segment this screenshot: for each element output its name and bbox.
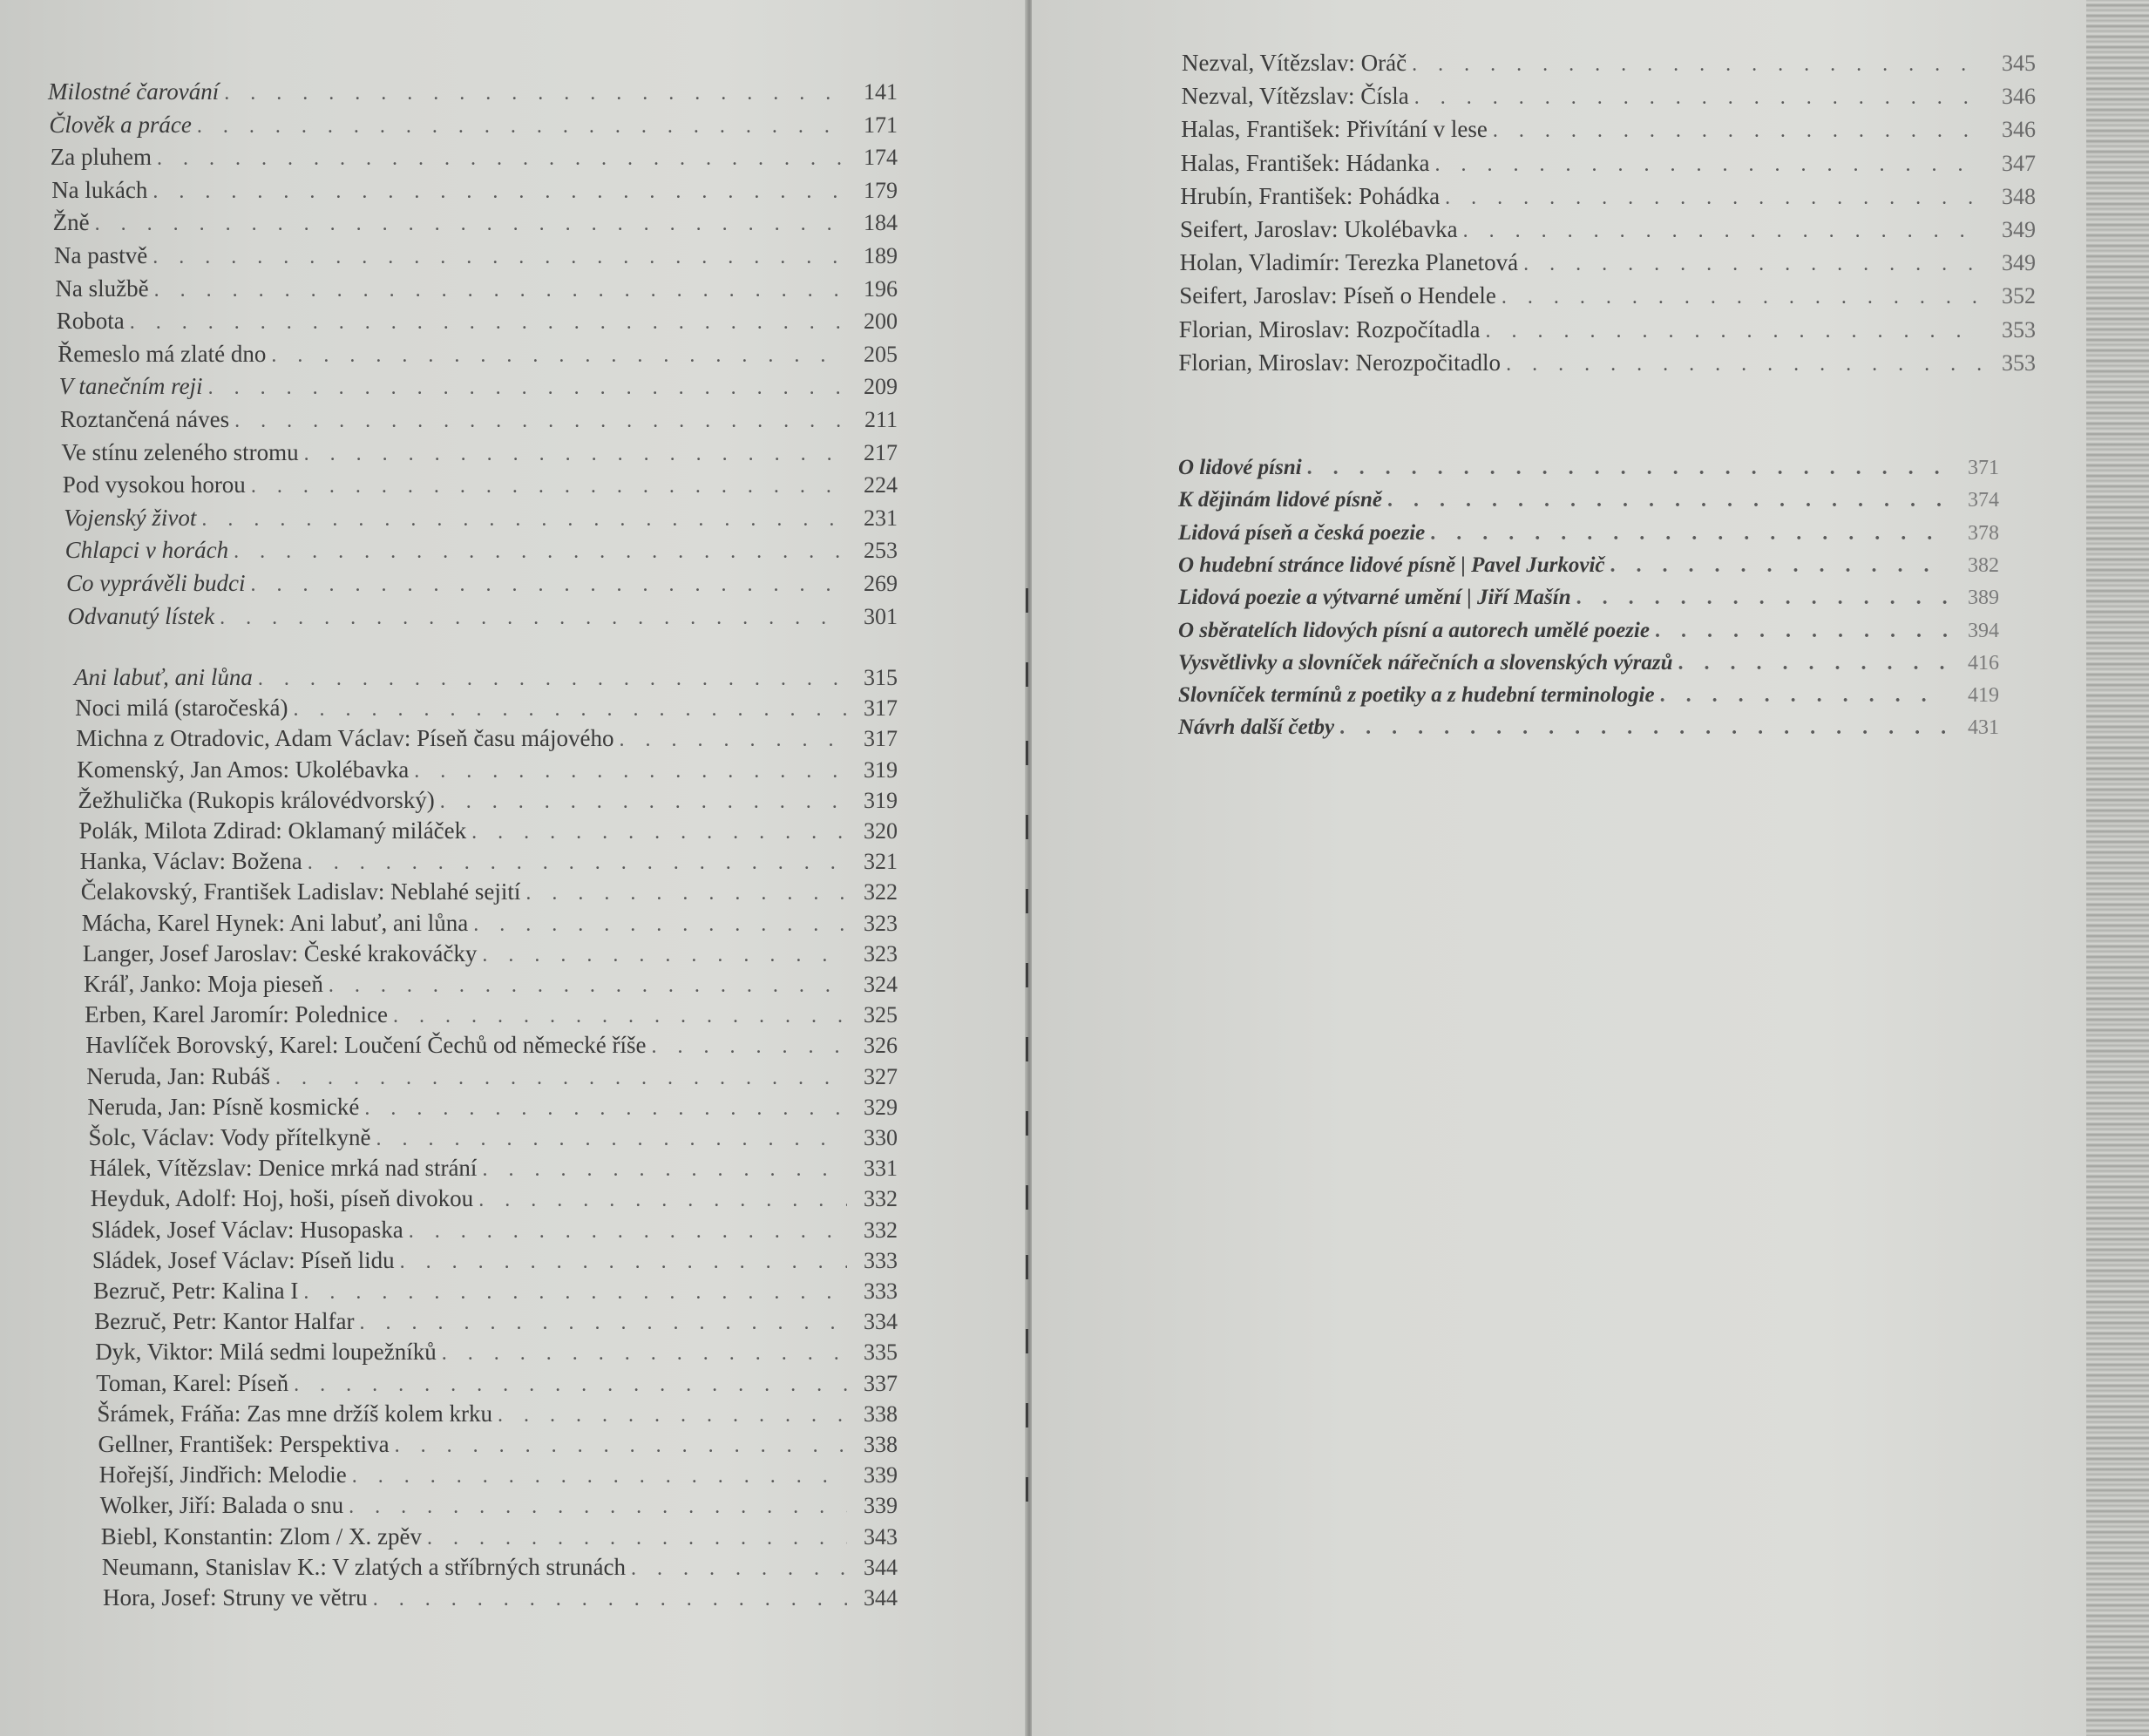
dot-leader xyxy=(414,756,847,786)
toc-entry-page-number: 171 xyxy=(864,112,898,138)
toc-entry xyxy=(83,939,898,970)
toc-entry-title: Žežhulička (Rukopis královédvorský) xyxy=(78,786,435,813)
toc-entry-page-number: 209 xyxy=(864,374,898,400)
toc-entry-title: Florian, Miroslav: Rozpočítadla xyxy=(1178,315,1481,342)
binding-stitch xyxy=(1026,1477,1028,1502)
dot-leader xyxy=(329,971,847,1000)
toc-entry-title: Na pastvě xyxy=(54,242,148,268)
toc-entry xyxy=(54,241,898,272)
dot-leader xyxy=(1430,519,1947,548)
toc-entry-page-number: 382 xyxy=(1968,553,1999,577)
toc-entry-page-number: 174 xyxy=(864,145,898,171)
toc-entry xyxy=(51,142,898,173)
binding-stitch xyxy=(1026,588,1028,613)
toc-entry-page-number: 211 xyxy=(864,407,898,432)
toc-entry-title: O lidové písni xyxy=(1178,456,1302,479)
toc-entry xyxy=(1178,583,1999,613)
dot-leader xyxy=(620,725,847,755)
dot-leader xyxy=(364,1094,847,1123)
dot-leader xyxy=(258,664,847,694)
toc-entry-title: Mácha, Karel Hynek: Ani labuť, ani lůna xyxy=(81,909,469,936)
dot-leader xyxy=(498,1400,847,1430)
dot-leader xyxy=(373,1584,847,1614)
dot-leader xyxy=(471,817,847,847)
toc-entry xyxy=(74,662,898,694)
dot-leader xyxy=(478,1185,847,1215)
toc-entry-page-number: 331 xyxy=(864,1156,898,1182)
toc-entry-title: Lidová poezie a výtvarné umění | Jiří Mašín xyxy=(1178,586,1571,610)
toc-entry-title: Polák, Milota Zdirad: Oklamaný miláček xyxy=(78,817,467,844)
toc-entry-page-number: 317 xyxy=(864,726,898,752)
toc-entry-page-number: 179 xyxy=(864,177,898,203)
dot-leader xyxy=(482,1155,847,1184)
toc-entry-page-number: 352 xyxy=(2002,283,2036,309)
toc-entry-title: Vojenský život xyxy=(64,504,197,531)
toc-entry-page-number: 332 xyxy=(864,1217,898,1243)
toc-entry-title: Havlíček Borovský, Karel: Loučení Čechů od německé říše xyxy=(85,1032,647,1059)
dot-leader xyxy=(482,940,847,970)
toc-entry-title: Za pluhem xyxy=(50,144,153,171)
toc-entry xyxy=(92,1215,898,1246)
toc-entry-page-number: 200 xyxy=(864,309,898,335)
toc-entry-title: Šrámek, Fráňa: Zas mne držíš kolem krku xyxy=(97,1400,493,1427)
dot-leader xyxy=(153,242,847,272)
toc-entry-page-number: 334 xyxy=(864,1309,898,1335)
dot-leader xyxy=(376,1124,847,1154)
binding-stitch xyxy=(1026,741,1028,765)
toc-entry-title: Slovníček termínů z poetiky a z hudební terminologie xyxy=(1178,683,1655,708)
toc-entry-title: Ani labuť, ani lůna xyxy=(74,664,253,690)
toc-entry-page-number: 332 xyxy=(864,1186,898,1212)
dot-leader xyxy=(275,1063,847,1093)
toc-entry-title: Noci milá (staročeská) xyxy=(75,695,288,722)
toc-entry xyxy=(1178,551,1999,580)
toc-entry xyxy=(1179,315,2036,346)
toc-entry xyxy=(92,1245,898,1277)
binding-stitch xyxy=(1026,662,1028,687)
toc-entry xyxy=(89,1122,898,1154)
dot-leader xyxy=(294,695,848,724)
toc-entry-title: Hálek, Vítězslav: Denice mrká nad strání xyxy=(89,1155,478,1182)
toc-entry xyxy=(1182,81,2036,112)
toc-entry-page-number: 325 xyxy=(864,1002,898,1028)
toc-entry-page-number: 231 xyxy=(864,505,898,531)
toc-entry-page-number: 253 xyxy=(864,538,898,564)
toc-entry-title: Erben, Karel Jaromír: Polednice xyxy=(85,1001,388,1028)
dot-leader xyxy=(359,1308,847,1338)
toc-entry xyxy=(58,339,898,370)
dot-leader xyxy=(308,848,847,878)
toc-entry xyxy=(98,1429,898,1461)
toc-entry-page-number: 333 xyxy=(864,1278,898,1304)
toc-entry-page-number: 320 xyxy=(864,818,898,844)
toc-entry-title: Gellner, František: Perspektiva xyxy=(98,1431,390,1457)
binding-stitch xyxy=(1026,815,1028,839)
toc-entry xyxy=(1178,348,2036,379)
toc-entry-title: Lidová píseň a česká poezie xyxy=(1178,520,1426,545)
toc-entry-page-number: 317 xyxy=(864,695,898,722)
toc-entry-page-number: 324 xyxy=(864,972,898,997)
toc-entry xyxy=(102,1552,898,1583)
dot-leader xyxy=(130,308,847,337)
toc-entry-title: Nezval, Vítězslav: Čísla xyxy=(1181,83,1409,110)
dot-leader xyxy=(631,1554,847,1583)
dot-leader xyxy=(427,1523,847,1553)
toc-entry-title: Návrh další četby xyxy=(1178,715,1335,740)
toc-entry xyxy=(103,1583,898,1614)
toc-entry-page-number: 319 xyxy=(864,756,898,783)
binding-stitch xyxy=(1026,963,1028,987)
dot-leader xyxy=(1463,216,1983,246)
toc-entry-title: Sládek, Josef Václav: Píseň lidu xyxy=(92,1246,395,1273)
toc-entry-title: Neruda, Jan: Písně kosmické xyxy=(87,1093,360,1120)
dot-leader xyxy=(400,1247,847,1277)
dot-leader xyxy=(1412,50,1983,79)
dot-leader xyxy=(395,1431,847,1461)
toc-entry xyxy=(85,1000,898,1031)
page-stack-edge xyxy=(2086,0,2149,1736)
toc-entry-title: Hora, Josef: Struny ve větru xyxy=(103,1584,368,1611)
dot-leader xyxy=(304,439,847,469)
toc-entry-title: Seifert, Jaroslav: Ukolébavka xyxy=(1180,216,1458,242)
toc-entry xyxy=(1179,281,2036,312)
toc-entry xyxy=(1180,181,2036,213)
toc-entry-page-number: 389 xyxy=(1968,587,1999,610)
toc-entry xyxy=(60,404,898,436)
toc-entry-title: Halas, František: Hádanka xyxy=(1180,149,1430,176)
dot-leader xyxy=(1655,616,1947,646)
toc-entry xyxy=(84,969,898,1000)
toc-entry-page-number: 196 xyxy=(864,275,898,302)
toc-entry xyxy=(85,1030,898,1061)
toc-entry xyxy=(86,1061,898,1093)
toc-entry xyxy=(90,1153,898,1184)
toc-entry-page-number: 337 xyxy=(864,1370,898,1396)
toc-entry-page-number: 345 xyxy=(2002,51,2036,76)
binding-stitch xyxy=(1026,1185,1028,1210)
toc-entry xyxy=(55,274,898,305)
toc-entry-page-number: 319 xyxy=(864,787,898,813)
toc-entry-title: Holan, Vladimír: Terezka Planetová xyxy=(1179,249,1519,276)
dot-leader xyxy=(197,112,847,141)
dot-leader xyxy=(153,177,847,207)
toc-entry xyxy=(49,110,898,141)
toc-entry-page-number: 338 xyxy=(864,1400,898,1427)
toc-entry-title: Wolker, Jiří: Balada o snu xyxy=(99,1492,344,1519)
toc-entry-page-number: 416 xyxy=(1968,651,1999,675)
toc-entry-title: Neruda, Jan: Rubáš xyxy=(86,1062,270,1089)
toc-entry xyxy=(1180,214,2036,246)
dot-leader xyxy=(1610,551,1947,580)
toc-entry xyxy=(1178,616,1999,646)
toc-entry-title: Hrubín, František: Pohádka xyxy=(1180,182,1441,209)
toc-entry xyxy=(1178,648,1999,678)
toc-entry-page-number: 339 xyxy=(864,1493,898,1519)
toc-entry xyxy=(63,470,898,501)
toc-entry-title: Neumann, Stanislav K.: V zlatých a stříbrných strunách xyxy=(101,1553,627,1580)
toc-entry xyxy=(1182,48,2036,79)
toc-entry-page-number: 315 xyxy=(864,665,898,690)
toc-entry-page-number: 394 xyxy=(1968,619,1999,642)
toc-entry-title: Komenský, Jan Amos: Ukolébavka xyxy=(77,756,410,783)
toc-entry-page-number: 371 xyxy=(1968,457,1999,479)
toc-entry-page-number: 346 xyxy=(2002,84,2036,110)
toc-entry-title: Bezruč, Petr: Kalina I xyxy=(93,1278,299,1304)
dot-leader xyxy=(1678,648,1947,678)
binding-stitch xyxy=(1026,1111,1028,1136)
toc-entry-page-number: 335 xyxy=(864,1339,898,1366)
toc-entry xyxy=(100,1490,898,1522)
dot-leader xyxy=(250,570,847,600)
toc-entry xyxy=(95,1337,898,1368)
dot-leader xyxy=(154,275,847,305)
dot-leader xyxy=(271,341,847,370)
toc-entry-title: Sládek, Josef Václav: Husopaska xyxy=(91,1216,403,1243)
toc-entry xyxy=(66,568,898,600)
toc-entry-title: Milostné čarování xyxy=(48,78,220,105)
toc-entry-page-number: 322 xyxy=(864,879,898,905)
toc-entry xyxy=(93,1276,898,1307)
toc-entry-title: O sběratelích lidových písní a autorech umělé poezie xyxy=(1178,618,1650,642)
dot-leader xyxy=(409,1217,847,1246)
dot-leader xyxy=(393,1001,847,1031)
dot-leader xyxy=(208,373,847,403)
binding-stitch xyxy=(1026,1255,1028,1279)
toc-entry-page-number: 217 xyxy=(864,439,898,465)
toc-entry-title: Dyk, Viktor: Milá sedmi loupežníků xyxy=(95,1339,437,1366)
toc-entry-page-number: 349 xyxy=(2002,217,2036,242)
toc-entry-title: Toman, Karel: Píseň xyxy=(96,1369,289,1396)
toc-entry xyxy=(80,846,898,878)
dot-leader xyxy=(1523,249,1983,279)
dot-leader xyxy=(157,144,847,173)
toc-entry xyxy=(82,908,898,939)
dot-leader xyxy=(1485,316,1983,346)
toc-entry-title: Halas, František: Přivítání v lese xyxy=(1181,116,1488,143)
dot-leader xyxy=(473,910,847,939)
dot-leader xyxy=(234,406,847,436)
toc-entry-page-number: 333 xyxy=(864,1247,898,1273)
toc-entry-title: Michna z Otradovic, Adam Václav: Píseň času májového xyxy=(76,725,614,752)
toc-entry-title: Chlapci v horách xyxy=(64,537,229,564)
toc-entry xyxy=(64,503,898,534)
toc-entry xyxy=(1178,681,1999,710)
dot-leader xyxy=(1493,116,1983,146)
toc-entry-page-number: 374 xyxy=(1968,489,1999,512)
toc-entry-page-number: 419 xyxy=(1968,684,1999,708)
toc-entry-title: Člověk a práce xyxy=(49,111,192,138)
dot-leader xyxy=(1339,713,1947,743)
toc-entry-page-number: 205 xyxy=(864,341,898,367)
toc-entry xyxy=(1178,485,1999,515)
left-page xyxy=(0,0,1028,1736)
toc-entry-title: Biebl, Konstantin: Zlom / X. zpěv xyxy=(100,1522,423,1550)
dot-leader xyxy=(651,1032,847,1061)
toc-entry-title: Seifert, Jaroslav: Píseň o Hendele xyxy=(1179,282,1496,309)
toc-entry-page-number: 321 xyxy=(864,849,898,875)
toc-entry xyxy=(51,175,898,207)
toc-entry-title: Na lukách xyxy=(51,176,148,203)
binding-stitch xyxy=(1026,889,1028,913)
dot-leader xyxy=(442,1339,847,1368)
toc-entry xyxy=(99,1460,898,1491)
toc-entry xyxy=(1178,713,1999,743)
toc-entry xyxy=(101,1522,898,1553)
toc-entry-page-number: 378 xyxy=(1968,521,1999,545)
toc-entry-page-number: 141 xyxy=(864,79,898,105)
toc-entry-title: O hudební stránce lidové písně | Pavel Jurkovič xyxy=(1178,553,1605,577)
toc-entry xyxy=(1180,248,2036,279)
dot-leader xyxy=(95,209,847,239)
binding-stitch xyxy=(1026,1037,1028,1061)
dot-leader xyxy=(1502,282,1983,312)
toc-entry-page-number: 323 xyxy=(864,940,898,966)
toc-entry xyxy=(79,816,898,847)
toc-entry-title: Hořejší, Jindřich: Melodie xyxy=(98,1461,347,1488)
toc-entry-page-number: 326 xyxy=(864,1033,898,1059)
toc-entry xyxy=(65,535,898,566)
toc-entry-page-number: 339 xyxy=(864,1462,898,1488)
toc-entry-title: Heyduk, Adolf: Hoj, hoši, píseň divokou xyxy=(90,1185,474,1212)
toc-entry xyxy=(48,77,898,108)
dot-leader xyxy=(251,471,847,501)
toc-entry-title: Řemeslo má zlaté dno xyxy=(58,340,267,367)
toc-entry-page-number: 184 xyxy=(864,210,898,236)
toc-entry xyxy=(75,693,898,724)
toc-entry xyxy=(91,1183,898,1215)
toc-entry-page-number: 353 xyxy=(2002,316,2036,342)
dot-leader xyxy=(234,537,847,566)
toc-entry-page-number: 329 xyxy=(864,1094,898,1120)
toc-entry xyxy=(1181,148,2036,180)
toc-entry-page-number: 327 xyxy=(864,1063,898,1089)
toc-entry-title: Pod vysokou horou xyxy=(62,471,246,498)
dot-leader xyxy=(525,878,847,908)
toc-entry xyxy=(81,877,898,908)
toc-entry-title: Nezval, Vítězslav: Oráč xyxy=(1182,50,1407,76)
toc-entry-page-number: 344 xyxy=(864,1585,898,1611)
toc-entry-title: Co vyprávěli budci xyxy=(66,570,246,596)
dot-leader xyxy=(1445,183,1983,213)
toc-entry-title: Hanka, Václav: Božena xyxy=(79,848,302,875)
toc-entry xyxy=(1178,453,1999,483)
toc-entry-title: Roztančená náves xyxy=(60,406,230,432)
toc-entry xyxy=(77,755,898,786)
toc-entry xyxy=(87,1092,898,1123)
dot-leader xyxy=(1307,453,1947,483)
toc-entry-title: Na službě xyxy=(55,275,149,302)
dot-leader xyxy=(224,78,847,108)
toc-entry-page-number: 349 xyxy=(2002,250,2036,276)
toc-entry-page-number: 347 xyxy=(2002,150,2036,176)
toc-entry-page-number: 224 xyxy=(864,472,898,498)
binding-stitch xyxy=(1026,1329,1028,1353)
toc-entry xyxy=(53,207,898,239)
toc-entry xyxy=(94,1306,898,1338)
dot-leader xyxy=(1506,349,1983,379)
toc-entry-page-number: 348 xyxy=(2002,183,2036,209)
toc-entry-page-number: 344 xyxy=(864,1554,898,1580)
toc-entry-page-number: 343 xyxy=(864,1523,898,1550)
toc-entry-title: Robota xyxy=(56,308,125,335)
dot-leader xyxy=(294,1370,847,1400)
toc-entry xyxy=(97,1399,898,1430)
binding-stitch xyxy=(1026,1403,1028,1427)
dot-leader xyxy=(1387,485,1947,515)
dot-leader xyxy=(352,1461,847,1491)
toc-entry-page-number: 323 xyxy=(864,910,898,936)
toc-entry xyxy=(61,437,898,469)
dot-leader xyxy=(1660,681,1947,710)
toc-entry-title: Ve stínu zeleného stromu xyxy=(61,438,299,465)
toc-entry-page-number: 330 xyxy=(864,1125,898,1150)
toc-entry-title: Vysvětlivky a slovníček nářečních a slovenských výrazů xyxy=(1178,650,1673,675)
toc-entry-title: Žně xyxy=(52,209,90,236)
toc-entry xyxy=(59,371,898,403)
toc-entry-title: K dějinám lidové písně xyxy=(1178,488,1383,512)
toc-entry xyxy=(1181,114,2036,146)
toc-entry-title: Čelakovský, František Ladislav: Neblahé sejití xyxy=(80,878,521,905)
toc-entry xyxy=(57,306,898,337)
toc-entry xyxy=(76,723,898,755)
toc-entry xyxy=(1178,519,1999,548)
toc-entry-title: V tanečním reji xyxy=(58,373,203,400)
dot-leader xyxy=(440,787,847,817)
toc-entry-page-number: 189 xyxy=(864,243,898,268)
dot-leader xyxy=(1434,150,1983,180)
toc-entry-page-number: 338 xyxy=(864,1432,898,1457)
toc-entry xyxy=(96,1368,898,1400)
toc-entry-title: Šolc, Václav: Vody přítelkyně xyxy=(88,1124,371,1150)
toc-entry-page-number: 269 xyxy=(864,571,898,596)
toc-entry-page-number: 346 xyxy=(2002,117,2036,143)
right-page xyxy=(1032,0,2086,1736)
toc-entry-title: Kráľ, Janko: Moja pieseň xyxy=(84,971,323,997)
dot-leader xyxy=(1414,83,1983,112)
dot-leader xyxy=(349,1492,847,1522)
toc-entry-title: Florian, Miroslav: Nerozpočitadlo xyxy=(1178,349,1502,376)
dot-leader xyxy=(220,603,847,633)
dot-leader xyxy=(1576,583,1947,613)
dot-leader xyxy=(201,505,847,534)
toc-entry-page-number: 301 xyxy=(864,603,898,629)
toc-entry-title: Odvanutý lístek xyxy=(67,602,215,629)
toc-entry-title: Bezruč, Petr: Kantor Halfar xyxy=(94,1308,355,1335)
toc-entry-page-number: 353 xyxy=(2002,349,2036,376)
toc-entry-title: Langer, Josef Jaroslav: České krakováčky xyxy=(82,939,478,966)
dot-leader xyxy=(303,1278,847,1307)
toc-entry xyxy=(67,601,898,633)
toc-entry-page-number: 431 xyxy=(1968,716,1999,740)
toc-entry xyxy=(78,785,898,817)
